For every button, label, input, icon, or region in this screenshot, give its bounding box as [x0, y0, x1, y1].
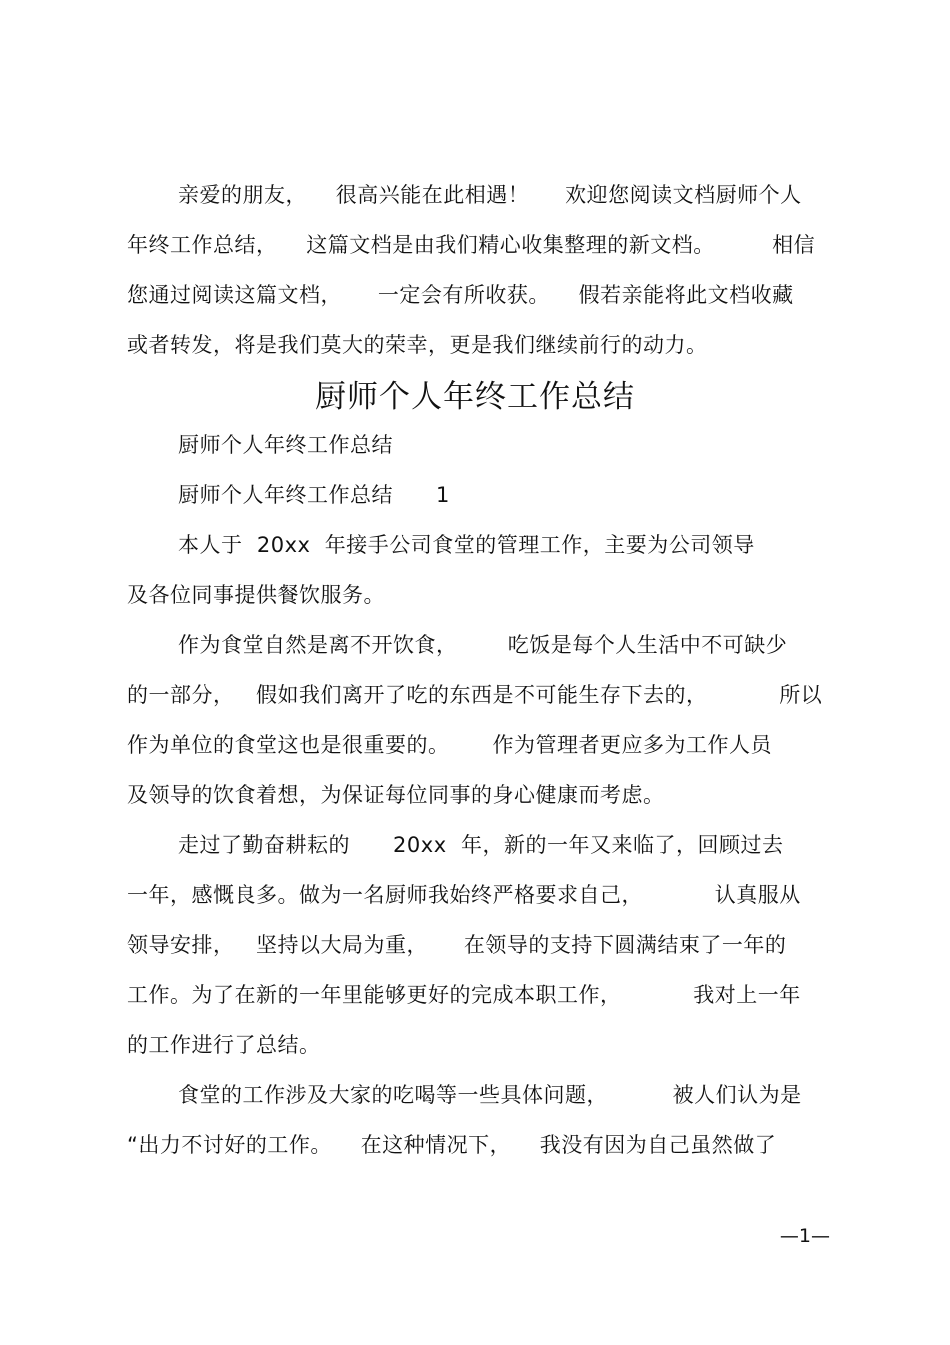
intro-line-3: 您通过阅读这篇文档， 一定会有所收获。 假若亲能将此文档收藏	[127, 283, 794, 307]
body-line: 一年，感慨良多。做为一名厨师我始终严格要求自己， 认真服从	[127, 883, 801, 907]
intro-line-1: 亲爱的朋友， 很高兴能在此相遇！ 欢迎您阅读文档厨师个人	[178, 183, 802, 207]
body-line: 作为食堂自然是离不开饮食， 吃饭是每个人生活中不可缺少	[178, 633, 788, 657]
intro-line-2: 年终工作总结， 这篇文档是由我们精心收集整理的新文档。 相信	[127, 233, 816, 257]
body-line: 及各位同事提供餐饮服务。	[127, 583, 385, 607]
section-heading: 厨师个人年终工作总结 1	[178, 483, 450, 507]
body-line: “出力不讨好的工作。 在这种情况下， 我没有因为自己虽然做了	[127, 1133, 777, 1157]
intro-line-4: 或者转发，将是我们莫大的荣幸，更是我们继续前行的动力。	[127, 333, 708, 357]
document-subtitle: 厨师个人年终工作总结	[178, 433, 393, 457]
body-line: 作为单位的食堂这也是很重要的。 作为管理者更应多为工作人员	[127, 733, 773, 757]
body-line: 走过了勤奋耕耘的 20xx 年，新的一年又来临了，回顾过去	[178, 833, 784, 857]
body-line: 的工作进行了总结。	[127, 1033, 321, 1057]
body-line: 食堂的工作涉及大家的吃喝等一些具体问题， 被人们认为是	[178, 1083, 802, 1107]
body-line: 工作。为了在新的一年里能够更好的完成本职工作， 我对上一年	[127, 983, 801, 1007]
page-number: —1—	[779, 1225, 830, 1247]
body-line: 的一部分， 假如我们离开了吃的东西是不可能生存下去的， 所以	[127, 683, 823, 707]
body-line: 本人于 20xx 年接手公司食堂的管理工作，主要为公司领导	[178, 533, 755, 557]
body-line: 领导安排， 坚持以大局为重， 在领导的支持下圆满结束了一年的	[127, 933, 787, 957]
document-title: 厨师个人年终工作总结	[315, 379, 635, 415]
body-line: 及领导的饮食着想，为保证每位同事的身心健康而考虑。	[127, 783, 665, 807]
